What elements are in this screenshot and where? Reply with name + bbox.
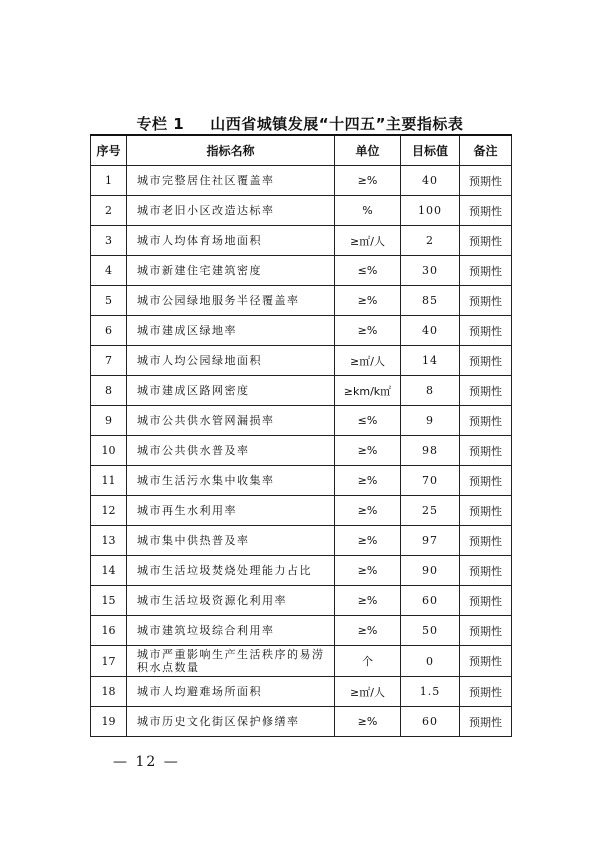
note: 预期性 — [460, 616, 512, 646]
unit: ≥% — [335, 166, 401, 196]
page-number: — 12 — — [113, 754, 180, 770]
unit: ≥% — [335, 586, 401, 616]
note: 预期性 — [460, 707, 512, 737]
target-value: 90 — [401, 556, 460, 586]
target-value: 0 — [401, 646, 460, 677]
row-number: 17 — [91, 646, 127, 677]
row-number: 10 — [91, 436, 127, 466]
note: 预期性 — [460, 286, 512, 316]
table-row — [91, 466, 512, 496]
target-value: 40 — [401, 166, 460, 196]
indicator-name: 城市建成区绿地率 — [127, 316, 335, 346]
indicator-name: 城市人均公园绿地面积 — [127, 346, 335, 376]
unit: ≥% — [335, 436, 401, 466]
row-number: 7 — [91, 346, 127, 376]
target-value: 97 — [401, 526, 460, 556]
target-value: 85 — [401, 286, 460, 316]
target-value: 40 — [401, 316, 460, 346]
table-row — [91, 707, 512, 737]
unit: ≥% — [335, 556, 401, 586]
note: 预期性 — [460, 466, 512, 496]
row-number: 16 — [91, 616, 127, 646]
unit: ≥㎡/人 — [335, 677, 401, 707]
indicator-name: 城市再生水利用率 — [127, 496, 335, 526]
table-header-row — [91, 135, 512, 166]
target-value: 60 — [401, 586, 460, 616]
row-number: 15 — [91, 586, 127, 616]
note: 预期性 — [460, 166, 512, 196]
target-value: 14 — [401, 346, 460, 376]
table-row — [91, 376, 512, 406]
note: 预期性 — [460, 196, 512, 226]
row-number: 4 — [91, 256, 127, 286]
header-unit: 单位 — [335, 135, 401, 166]
unit: ≥% — [335, 616, 401, 646]
table-row — [91, 346, 512, 376]
note: 预期性 — [460, 586, 512, 616]
indicator-table — [90, 134, 512, 737]
unit: ≥% — [335, 707, 401, 737]
header-target: 目标值 — [401, 135, 460, 166]
table-row — [91, 286, 512, 316]
note: 预期性 — [460, 406, 512, 436]
indicator-name: 城市人均避难场所面积 — [127, 677, 335, 707]
row-number: 13 — [91, 526, 127, 556]
table-row — [91, 677, 512, 707]
note: 预期性 — [460, 226, 512, 256]
unit: ≥% — [335, 316, 401, 346]
table-row — [91, 406, 512, 436]
unit: ≤% — [335, 256, 401, 286]
indicator-name: 城市公园绿地服务半径覆盖率 — [127, 286, 335, 316]
indicator-name: 城市历史文化街区保护修缮率 — [127, 707, 335, 737]
header-name: 指标名称 — [127, 135, 335, 166]
note: 预期性 — [460, 256, 512, 286]
row-number: 11 — [91, 466, 127, 496]
target-value: 50 — [401, 616, 460, 646]
row-number: 3 — [91, 226, 127, 256]
unit: 个 — [335, 646, 401, 677]
table-row — [91, 256, 512, 286]
target-value: 9 — [401, 406, 460, 436]
indicator-name: 城市集中供热普及率 — [127, 526, 335, 556]
indicator-name: 城市公共供水管网漏损率 — [127, 406, 335, 436]
indicator-name: 城市人均体育场地面积 — [127, 226, 335, 256]
column-label: 专栏 1 — [136, 115, 185, 133]
unit: ≥km/k㎡ — [335, 376, 401, 406]
row-number: 14 — [91, 556, 127, 586]
target-value: 60 — [401, 707, 460, 737]
unit: ≥% — [335, 526, 401, 556]
unit: ≤% — [335, 406, 401, 436]
row-number: 6 — [91, 316, 127, 346]
indicator-name: 城市严重影响生产生活秩序的易涝积水点数量 — [127, 646, 335, 677]
note: 预期性 — [460, 346, 512, 376]
target-value: 8 — [401, 376, 460, 406]
indicator-name: 城市生活垃圾焚烧处理能力占比 — [127, 556, 335, 586]
table-row — [91, 496, 512, 526]
note: 预期性 — [460, 677, 512, 707]
header-note: 备注 — [460, 135, 512, 166]
table-row — [91, 586, 512, 616]
header-no: 序号 — [91, 135, 127, 166]
table-row — [91, 166, 512, 196]
target-value: 25 — [401, 496, 460, 526]
table-row — [91, 646, 512, 677]
row-number: 5 — [91, 286, 127, 316]
note: 预期性 — [460, 646, 512, 677]
target-value: 1.5 — [401, 677, 460, 707]
table-row — [91, 436, 512, 466]
title-text: 山西省城镇发展“十四五”主要指标表 — [210, 115, 464, 133]
unit: ≥% — [335, 466, 401, 496]
note: 预期性 — [460, 376, 512, 406]
table-row — [91, 196, 512, 226]
target-value: 100 — [401, 196, 460, 226]
indicator-name: 城市生活垃圾资源化利用率 — [127, 586, 335, 616]
note: 预期性 — [460, 316, 512, 346]
table-row — [91, 316, 512, 346]
note: 预期性 — [460, 436, 512, 466]
indicator-name: 城市公共供水普及率 — [127, 436, 335, 466]
unit: % — [335, 196, 401, 226]
indicator-name: 城市老旧小区改造达标率 — [127, 196, 335, 226]
target-value: 2 — [401, 226, 460, 256]
note: 预期性 — [460, 526, 512, 556]
table-title — [0, 113, 600, 134]
unit: ≥% — [335, 286, 401, 316]
row-number: 9 — [91, 406, 127, 436]
table-body — [91, 166, 512, 737]
row-number: 19 — [91, 707, 127, 737]
row-number: 2 — [91, 196, 127, 226]
row-number: 12 — [91, 496, 127, 526]
table-row — [91, 226, 512, 256]
row-number: 1 — [91, 166, 127, 196]
target-value: 98 — [401, 436, 460, 466]
row-number: 18 — [91, 677, 127, 707]
table-row — [91, 556, 512, 586]
unit: ≥㎡/人 — [335, 346, 401, 376]
indicator-name: 城市完整居住社区覆盖率 — [127, 166, 335, 196]
indicator-name: 城市建成区路网密度 — [127, 376, 335, 406]
table-row — [91, 616, 512, 646]
unit: ≥㎡/人 — [335, 226, 401, 256]
target-value: 30 — [401, 256, 460, 286]
target-value: 70 — [401, 466, 460, 496]
indicator-name: 城市生活污水集中收集率 — [127, 466, 335, 496]
unit: ≥% — [335, 496, 401, 526]
note: 预期性 — [460, 556, 512, 586]
indicator-name: 城市新建住宅建筑密度 — [127, 256, 335, 286]
row-number: 8 — [91, 376, 127, 406]
note: 预期性 — [460, 496, 512, 526]
table-row — [91, 526, 512, 556]
indicator-name: 城市建筑垃圾综合利用率 — [127, 616, 335, 646]
